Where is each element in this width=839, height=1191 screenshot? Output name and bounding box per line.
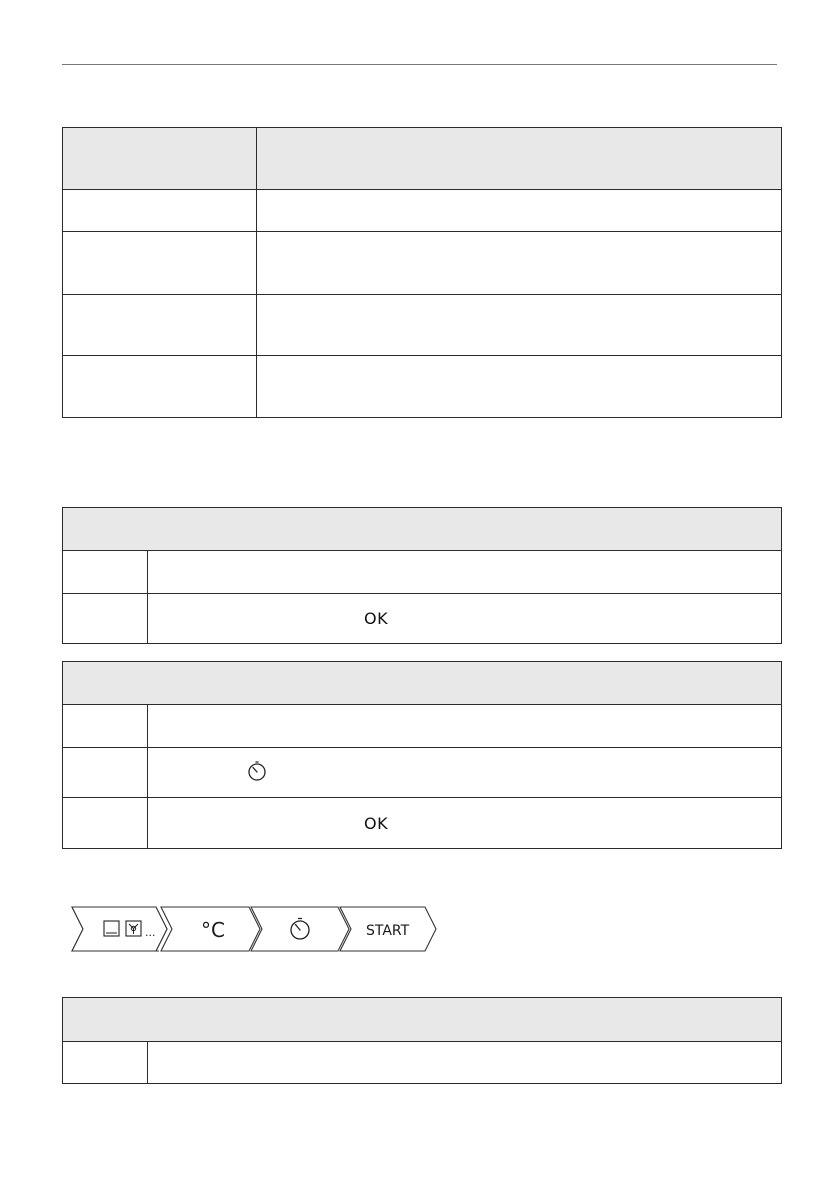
step-text — [148, 705, 782, 748]
step-number — [63, 594, 148, 644]
table-row — [63, 798, 782, 849]
flow-step-temperature — [161, 907, 260, 951]
settings-table-header — [63, 128, 782, 190]
step-text — [148, 594, 782, 644]
table-row — [63, 295, 782, 356]
steps-table-1 — [62, 507, 782, 644]
ok-button-symbol: OK — [364, 609, 389, 628]
settings-table-header-col2 — [257, 128, 782, 190]
settings-cell-desc — [257, 190, 782, 232]
settings-table-header-col1 — [63, 128, 257, 190]
flow-step-timer — [251, 907, 349, 951]
flow-step-function-suffix: ... — [145, 926, 156, 939]
header-rule — [62, 64, 777, 65]
table-row — [63, 190, 782, 232]
table-row — [63, 356, 782, 418]
table-row — [63, 705, 782, 748]
steps-table-3-title — [63, 998, 782, 1042]
settings-cell-name — [63, 190, 257, 232]
steps-table-1-header — [63, 508, 782, 551]
table-row — [63, 232, 782, 295]
start-label: START — [366, 923, 410, 939]
steps-table-2 — [62, 661, 782, 849]
table-row — [63, 551, 782, 594]
table-row — [63, 594, 782, 644]
step-number — [63, 1042, 148, 1084]
temperature-label: °C — [201, 918, 225, 942]
steps-table-3 — [62, 997, 782, 1084]
ok-button-symbol: OK — [364, 813, 389, 833]
step-number — [63, 705, 148, 748]
table-row — [63, 1042, 782, 1084]
steps-table-3-header — [63, 998, 782, 1042]
cooking-flow-diagram — [70, 905, 450, 957]
steps-table-2-title — [63, 662, 782, 705]
settings-cell-desc — [257, 356, 782, 418]
step-text — [148, 798, 782, 849]
flow-step-start — [340, 907, 436, 951]
step-number — [63, 551, 148, 594]
step-text — [148, 551, 782, 594]
step-number — [63, 798, 148, 849]
step-text — [148, 1042, 782, 1084]
settings-table — [62, 127, 782, 418]
settings-cell-desc — [257, 232, 782, 295]
settings-cell-name — [63, 295, 257, 356]
settings-cell-desc — [257, 295, 782, 356]
steps-table-2-header — [63, 662, 782, 705]
settings-cell-name — [63, 232, 257, 295]
steps-table-1-title — [63, 508, 782, 551]
step-number — [63, 748, 148, 798]
settings-cell-name — [63, 356, 257, 418]
table-row — [63, 748, 782, 798]
timer-icon — [246, 760, 268, 786]
step-text — [148, 748, 782, 798]
flow-step-function — [72, 907, 167, 951]
